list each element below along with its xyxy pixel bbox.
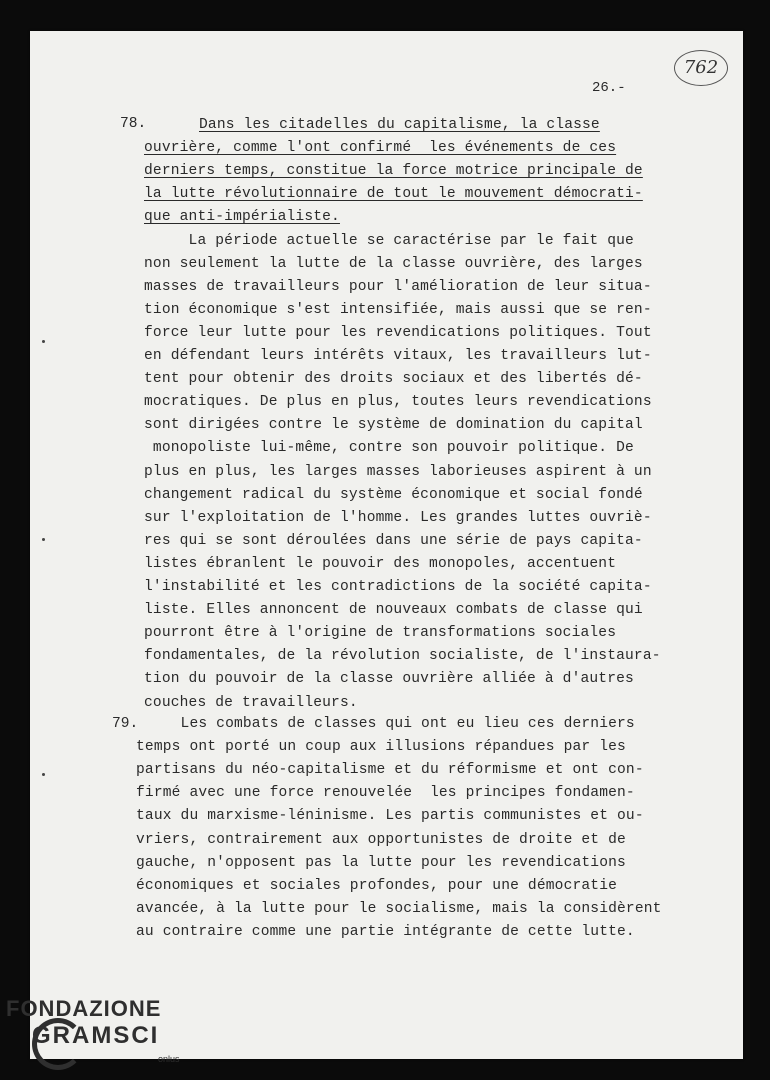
text-line: firmé avec une force renouvelée les principes fondamen-	[136, 785, 635, 802]
text-line: changement radical du système économique et social fondé	[144, 486, 643, 503]
text-line: au contraire comme une partie intégrante de cette lutte.	[136, 923, 635, 940]
text-line: plus en plus, les larges masses laborieuses aspirent à un	[144, 463, 652, 480]
text-line: économiques et sociales profondes, pour une démocratie	[136, 877, 618, 894]
text-line: partisans du néo-capitalisme et du réformisme et ont con-	[136, 762, 644, 779]
text-line: pourront être à l'origine de transformations sociales	[144, 625, 617, 642]
text-line: l'instabilité et les contradictions de la société capita-	[144, 579, 652, 595]
fondazione-gramsci-watermark	[6, 996, 196, 1076]
text-line: ouvrière, comme l'ont confirmé les événements de ces	[144, 140, 617, 157]
text-line: sont dirigées contre le système de domination du capital	[144, 417, 643, 434]
text-line: vriers, contrairement aux opportunistes de droite et de	[136, 831, 626, 848]
text-line: mocratiques. De plus en plus, toutes leurs revendications	[144, 394, 652, 411]
text-line: tion économique s'est intensifiée, mais aussi que se ren-	[144, 301, 652, 318]
page-number: 26.-	[592, 80, 626, 96]
text-line: fondamentales, de la révolution socialiste, de l'instaura-	[144, 648, 661, 665]
text-line: couches de travailleurs.	[144, 694, 358, 711]
text-line: temps ont porté un coup aux illusions répandues par les	[136, 739, 626, 756]
margin-mark	[42, 538, 45, 541]
paragraph-number: 79.	[112, 716, 139, 732]
text-line: avancée, à la lutte pour le socialisme, mais la considèrent	[136, 900, 662, 917]
text-line: res qui se sont déroulées dans une série de pays capita-	[144, 532, 643, 549]
text-line: Dans les citadelles du capitalisme, la classe	[199, 117, 600, 133]
text-line: liste. Elles annoncent de nouveaux combats de classe qui	[144, 602, 643, 619]
text-line: monopoliste lui-même, contre son pouvoir politique. De	[144, 440, 634, 457]
text-line: taux du marxisme-léninisme. Les partis communistes et ou-	[136, 808, 644, 825]
text-line: que anti-impérialiste.	[144, 209, 340, 226]
text-line: La période actuelle se caractérise par le fait que	[144, 232, 634, 249]
text-line: en défendant leurs intérêts vitaux, les travailleurs lut-	[144, 348, 652, 364]
text-line: sur l'exploitation de l'homme. Les grandes luttes ouvriè-	[144, 509, 652, 526]
text-line: Les combats de classes qui ont eu lieu ces derniers	[136, 716, 635, 732]
text-line: tent pour obtenir des droits sociaux et des libertés dé-	[144, 371, 643, 388]
archive-stamp: 762	[674, 50, 728, 86]
text-line: gauche, n'opposent pas la lutte pour les revendications	[136, 854, 626, 871]
watermark-line2: GRAMSCI	[32, 1022, 160, 1049]
text-line: non seulement la lutte de la classe ouvrière, des larges	[144, 255, 643, 272]
margin-mark	[42, 773, 45, 776]
text-line: listes ébranlent le pouvoir des monopoles, accentuent	[144, 555, 617, 572]
watermark-line3: onlus	[158, 1054, 180, 1064]
text-line: derniers temps, constitue la force motrice principale de	[144, 163, 643, 180]
paragraph-number: 78.	[120, 116, 147, 132]
text-line: force leur lutte pour les revendications politiques. Tout	[144, 324, 652, 341]
margin-mark	[42, 340, 45, 343]
text-line: masses de travailleurs pour l'amélioration de leur situa-	[144, 278, 652, 295]
text-line: la lutte révolutionnaire de tout le mouvement démocrati-	[144, 186, 643, 203]
watermark-line1: FONDAZIONE	[6, 996, 162, 1021]
text-line: tion du pouvoir de la classe ouvrière alliée à d'autres	[144, 671, 634, 688]
